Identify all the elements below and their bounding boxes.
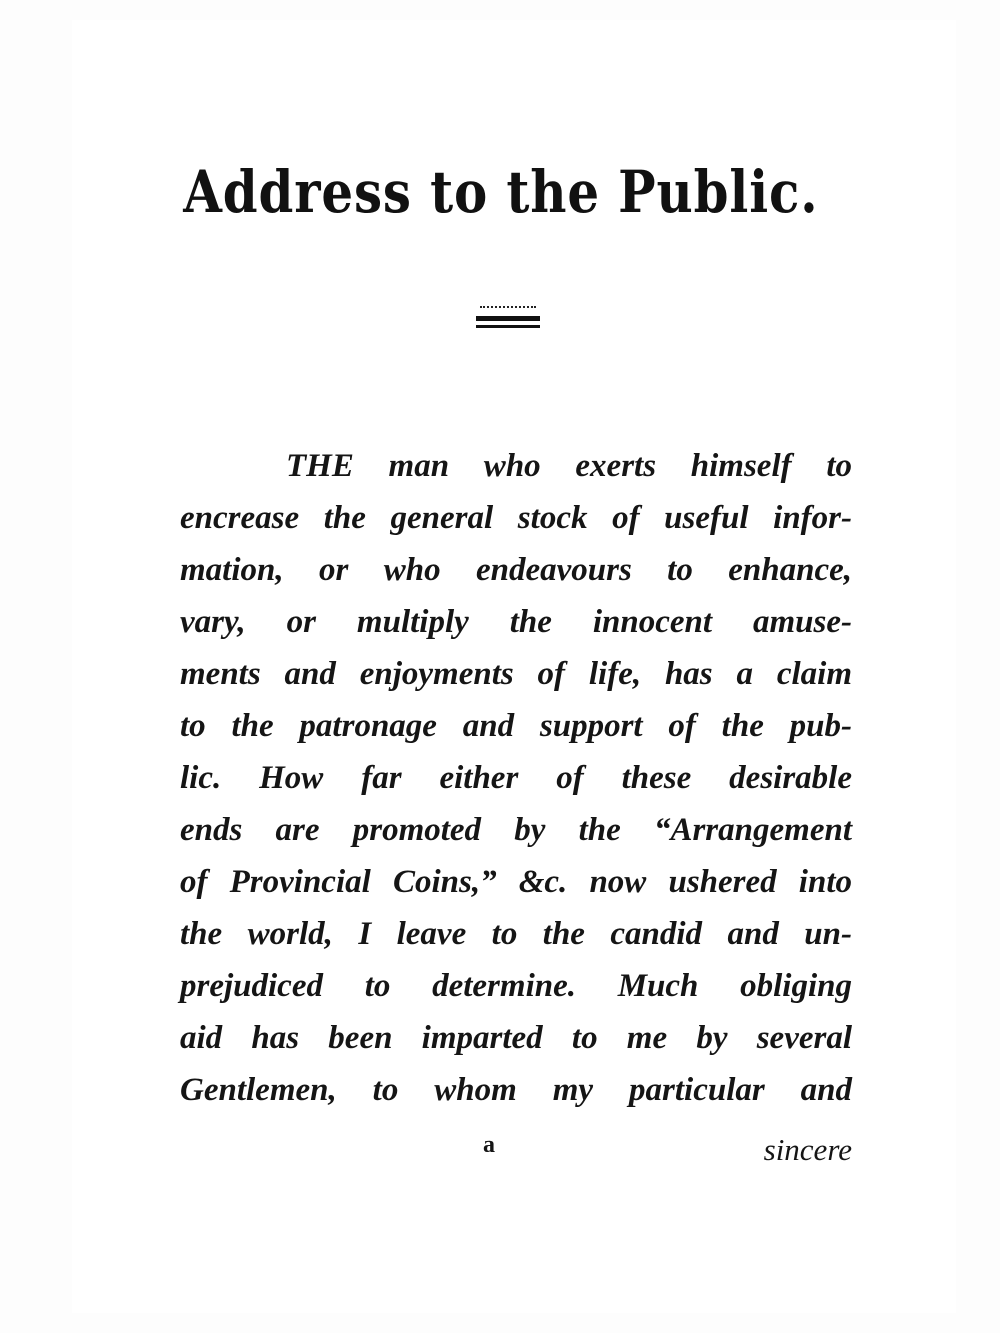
title-rule-ornament <box>476 306 540 332</box>
signature-mark: a <box>483 1132 495 1158</box>
page-title: Address to the Public. <box>183 158 819 226</box>
ornament-rule-thin <box>476 325 540 328</box>
text-line: THE man who exerts himself to <box>286 448 852 484</box>
text-line: ends are promoted by the “Arrangement <box>180 812 852 848</box>
ornament-rule-thick <box>476 316 540 321</box>
page-footer <box>180 1132 852 1172</box>
text-line: vary, or multiply the innocent amuse- <box>180 604 852 640</box>
catchword: sincere <box>763 1132 852 1167</box>
text-line: the world, I leave to the candid and un- <box>180 916 852 952</box>
text-line: ments and enjoyments of life, has a claim <box>180 656 852 692</box>
text-line: encrease the general stock of useful infor- <box>180 500 852 536</box>
text-line: aid has been imparted to me by several <box>180 1020 852 1056</box>
text-line: lic. How far either of these desirable <box>180 760 852 796</box>
text-line: to the patronage and support of the pub- <box>180 708 852 744</box>
text-line: Gentlemen, to whom my particular and <box>180 1072 852 1108</box>
body-paragraph <box>180 440 852 1116</box>
text-line: prejudiced to determine. Much obliging <box>180 968 852 1004</box>
text-line: of Provincial Coins,” &c. now ushered into <box>180 864 852 900</box>
ornament-dots <box>480 306 536 312</box>
text-line: mation, or who endeavours to enhance, <box>180 552 852 588</box>
